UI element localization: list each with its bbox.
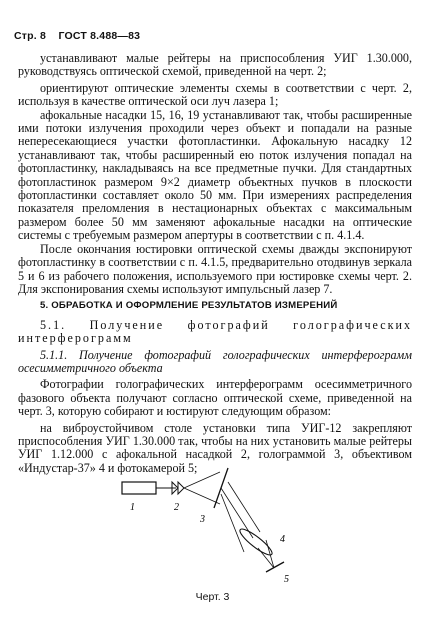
label-laser: 1	[130, 502, 135, 513]
section-heading: 5. ОБРАБОТКА И ОФОРМЛЕНИЕ РЕЗУЛЬТАТОВ ИЗМЕРЕНИЙ	[40, 300, 338, 312]
figure-caption: Черт. 3	[195, 591, 230, 603]
paragraph: ориентируют оптические элементы схемы в соответствии с черт. 2, используя в качестве оптической оси луч лазера 1;	[18, 80, 412, 109]
objective-lens-shape	[237, 526, 275, 559]
laser-shape	[122, 482, 156, 494]
beam-line	[184, 472, 220, 488]
afocal-attachment-shape	[178, 482, 184, 494]
label-afocal-attachment: 2	[174, 502, 179, 513]
optical-scheme-figure	[108, 460, 338, 590]
label-objective: 4	[280, 534, 285, 545]
paragraph: Фотографии голографических интерферограмм осесимметричного фазового объекта получают согласно оптической схеме, приведенной на черт. 3, которую собирают и юстируют следующим образом:	[18, 377, 412, 419]
subsection-heading: 5.1. Получение фотографий голографических интерферограмм	[18, 317, 412, 346]
label-hologram: 3	[200, 514, 205, 525]
beam-line	[221, 494, 244, 552]
subsubsection-heading: 5.1.1. Получение фотографий голографических интерферограмм осесимметричного объекта	[18, 347, 412, 375]
camera-shape	[266, 562, 284, 572]
label-camera: 5	[284, 574, 289, 585]
paragraph: на виброустойчивом столе установки типа УИГ-12 закрепляют приспособления УИГ 1.30.000 так, чтобы на них установить малые рейтеры УИГ 1.12.000 с афокальной насадкой 2, голограммой 3, объективом «Индустар-37» 4 и фотокамерой 5;	[18, 420, 412, 475]
page-number: Стр. 8	[14, 30, 47, 42]
document-body	[18, 52, 412, 475]
paragraph: афокальные насадки 15, 16, 19 устанавливают так, чтобы расширенные ими потоки излучения проходили через объект и попадали на разные непересекающиеся участки фотопластинки. Афокальную насадку 12 устанавливают так, чтобы расширенный ею поток излучения попадал на фотопластинку, накладываясь на все предметные пучки. Для стандартных фотопластинок размером 9×2 диаметр объектных пучков в плоскости фотопластинки составляет около 50 мм. При измерениях распределения показателя преломления в нестационарных объектах с максимальным размером более 50 мм заменяют афокальные насадки на оптические системы с требуемым размером апертуры в соответствии с п. 4.1.4.	[18, 107, 412, 243]
beam-line	[184, 488, 220, 504]
paragraph: После окончания юстировки оптической схемы дважды экспонируют фотопластинку в соответствии с п. 4.1.5, предварительно отодвинув зеркала 5 и 6 из рабочего положения, используемого при юстировке схемы черт. 2. Для экспонирования схемы используют импульсный лазер 7.	[18, 241, 412, 296]
page-header	[14, 30, 140, 42]
standard-code: ГОСТ 8.488—83	[58, 30, 141, 42]
paragraph: устанавливают малые рейтеры на приспособления УИГ 1.30.000, руководствуясь оптической схемой, приведенной на черт. 2;	[18, 51, 412, 79]
